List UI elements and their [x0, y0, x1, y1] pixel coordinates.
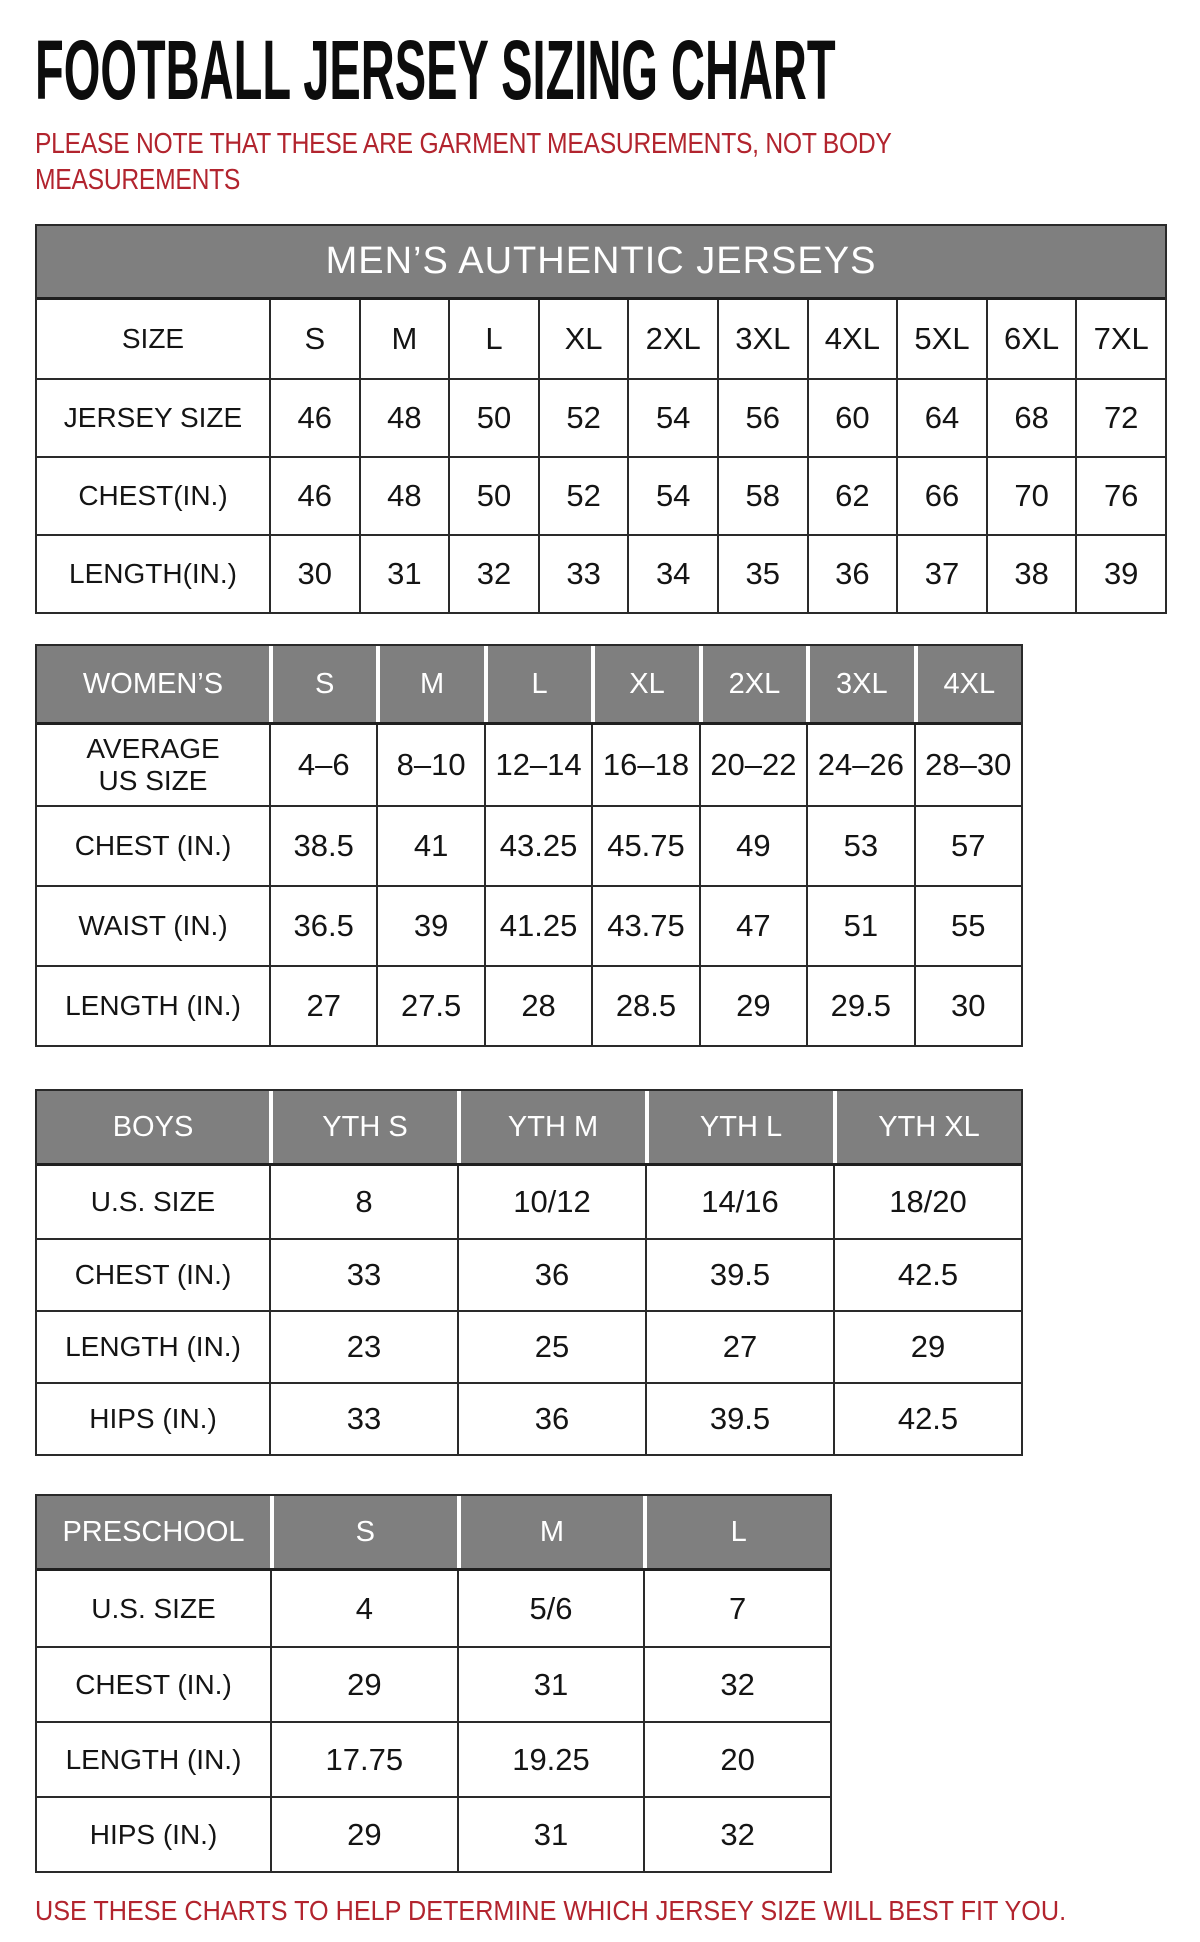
data-cell: 3XL — [717, 300, 807, 378]
fit-advice-note: USE THESE CHARTS TO HELP DETERMINE WHICH JERSEY SIZE WILL BEST FIT YOU. — [35, 1895, 1067, 1926]
data-cell: 10/12 — [457, 1166, 645, 1238]
data-cell: 20 — [643, 1723, 830, 1796]
header-label: BOYS — [37, 1091, 269, 1163]
row-label: SIZE — [121, 323, 185, 354]
row-label: HIPS (IN.) — [89, 1818, 218, 1850]
row-label: LENGTH (IN.) — [65, 990, 241, 1021]
data-cell: 30 — [914, 967, 1021, 1045]
data-cell: 52 — [538, 380, 628, 456]
data-cell: 33 — [269, 1240, 457, 1310]
measurement-note: PLEASE NOTE THAT THESE ARE GARMENT MEASUREMENTS, NOT BODY MEASUREMENTS — [35, 128, 892, 196]
data-cell: 35 — [717, 536, 807, 612]
table-row-size — [37, 300, 1165, 378]
data-cell: 60 — [807, 380, 897, 456]
row-label: WAIST (IN.) — [78, 910, 228, 941]
size-header-cell: 4XL — [914, 646, 1021, 722]
data-cell: 32 — [643, 1648, 830, 1721]
data-cell: 48 — [359, 458, 449, 534]
data-cell: 5XL — [896, 300, 986, 378]
data-cell: 8 — [269, 1166, 457, 1238]
data-cell: 57 — [914, 807, 1021, 885]
data-cell: 36 — [807, 536, 897, 612]
boys-table-header — [37, 1091, 1021, 1166]
size-header-cell: 2XL — [699, 646, 806, 722]
table-row-us-size — [37, 725, 1021, 805]
data-cell: 58 — [717, 458, 807, 534]
data-cell: 42.5 — [833, 1384, 1021, 1454]
size-header-cell: L — [643, 1496, 830, 1568]
data-cell: 54 — [627, 380, 717, 456]
size-header-cell: YTH M — [457, 1091, 645, 1163]
table-row-chest — [37, 1646, 830, 1721]
data-cell: 52 — [538, 458, 628, 534]
data-cell: 38.5 — [269, 807, 376, 885]
data-cell: 62 — [807, 458, 897, 534]
data-cell: 47 — [699, 887, 806, 965]
data-cell: 50 — [448, 458, 538, 534]
data-cell: 6XL — [986, 300, 1076, 378]
data-cell: 7XL — [1075, 300, 1165, 378]
mens-table-banner: MEN’S AUTHENTIC JERSEYS — [37, 226, 1165, 300]
mens-sizing-table — [35, 224, 1167, 614]
data-cell: 49 — [699, 807, 806, 885]
data-cell: 27 — [645, 1312, 833, 1382]
data-cell: 2XL — [627, 300, 717, 378]
data-cell: 55 — [914, 887, 1021, 965]
data-cell: 33 — [538, 536, 628, 612]
preschool-table-header — [37, 1496, 830, 1571]
data-cell: 37 — [896, 536, 986, 612]
table-row-length — [37, 1310, 1021, 1382]
size-header-cell: S — [270, 1496, 457, 1568]
data-cell: 31 — [457, 1648, 644, 1721]
row-label: LENGTH(IN.) — [69, 558, 237, 589]
data-cell: 51 — [806, 887, 913, 965]
data-cell: 36 — [457, 1240, 645, 1310]
data-cell: 56 — [717, 380, 807, 456]
data-cell: S — [269, 300, 359, 378]
table-row-chest — [37, 1238, 1021, 1310]
data-cell: 64 — [896, 380, 986, 456]
data-cell: 38 — [986, 536, 1076, 612]
row-label-text: AVERAGE US SIZE — [86, 733, 220, 796]
size-header-cell: L — [484, 646, 591, 722]
row-label: LENGTH (IN.) — [65, 1743, 242, 1775]
table-row-hips — [37, 1796, 830, 1871]
table-row-length — [37, 1721, 830, 1796]
data-cell: 19.25 — [457, 1723, 644, 1796]
data-cell: 41.25 — [484, 887, 591, 965]
data-cell: XL — [538, 300, 628, 378]
data-cell: 5/6 — [457, 1571, 644, 1646]
header-label: WOMEN’S — [37, 646, 269, 722]
row-label: CHEST (IN.) — [74, 830, 232, 861]
size-header-cell: XL — [591, 646, 698, 722]
table-row-us-size — [37, 1571, 830, 1646]
size-header-cell: YTH L — [645, 1091, 833, 1163]
data-cell: 39.5 — [645, 1384, 833, 1454]
womens-sizing-table — [35, 644, 1023, 1047]
data-cell: 32 — [448, 536, 538, 612]
size-header-cell: M — [376, 646, 483, 722]
data-cell: 29 — [270, 1648, 457, 1721]
data-cell: 4 — [270, 1571, 457, 1646]
data-cell: 70 — [986, 458, 1076, 534]
table-row-length — [37, 965, 1021, 1045]
data-cell: 16–18 — [591, 725, 698, 805]
table-row-length — [37, 534, 1165, 612]
data-cell: 36.5 — [269, 887, 376, 965]
data-cell: 43.25 — [484, 807, 591, 885]
data-cell: 28–30 — [914, 725, 1021, 805]
data-cell: 53 — [806, 807, 913, 885]
data-cell: L — [448, 300, 538, 378]
data-cell: 14/16 — [645, 1166, 833, 1238]
size-header-cell: YTH XL — [833, 1091, 1021, 1163]
size-header-cell: YTH S — [269, 1091, 457, 1163]
table-row-hips — [37, 1382, 1021, 1454]
size-header-cell: M — [457, 1496, 644, 1568]
data-cell: 66 — [896, 458, 986, 534]
table-row-chest — [37, 805, 1021, 885]
data-cell: 42.5 — [833, 1240, 1021, 1310]
data-cell: 54 — [627, 458, 717, 534]
table-row-jersey-size — [37, 378, 1165, 456]
data-cell: 12–14 — [484, 725, 591, 805]
data-cell: 29.5 — [806, 967, 913, 1045]
data-cell: 29 — [699, 967, 806, 1045]
data-cell: 30 — [269, 536, 359, 612]
table-row-chest — [37, 456, 1165, 534]
data-cell: 36 — [457, 1384, 645, 1454]
data-cell: 34 — [627, 536, 717, 612]
data-cell: 68 — [986, 380, 1076, 456]
row-label: JERSEY SIZE — [63, 402, 243, 433]
data-cell: 31 — [359, 536, 449, 612]
data-cell: 20–22 — [699, 725, 806, 805]
data-cell: M — [359, 300, 449, 378]
row-label — [37, 725, 269, 805]
data-cell: 8–10 — [376, 725, 483, 805]
data-cell: 41 — [376, 807, 483, 885]
row-label: U.S. SIZE — [91, 1592, 216, 1624]
data-cell: 24–26 — [806, 725, 913, 805]
row-label: CHEST(IN.) — [78, 480, 228, 511]
data-cell: 7 — [643, 1571, 830, 1646]
data-cell: 32 — [643, 1798, 830, 1871]
data-cell: 76 — [1075, 458, 1165, 534]
table-row-us-size — [37, 1166, 1021, 1238]
data-cell: 28 — [484, 967, 591, 1045]
boys-sizing-table — [35, 1089, 1023, 1456]
row-label: CHEST (IN.) — [75, 1668, 232, 1700]
preschool-sizing-table — [35, 1494, 832, 1873]
data-cell: 72 — [1075, 380, 1165, 456]
data-cell: 39.5 — [645, 1240, 833, 1310]
data-cell: 29 — [270, 1798, 457, 1871]
data-cell: 27.5 — [376, 967, 483, 1045]
data-cell: 39 — [376, 887, 483, 965]
data-cell: 46 — [269, 458, 359, 534]
data-cell: 18/20 — [833, 1166, 1021, 1238]
data-cell: 25 — [457, 1312, 645, 1382]
data-cell: 31 — [457, 1798, 644, 1871]
row-label: CHEST (IN.) — [74, 1259, 232, 1290]
data-cell: 39 — [1075, 536, 1165, 612]
row-label: U.S. SIZE — [90, 1186, 216, 1217]
data-cell: 45.75 — [591, 807, 698, 885]
data-cell: 27 — [269, 967, 376, 1045]
header-label: PRESCHOOL — [37, 1496, 270, 1568]
size-header-cell: 3XL — [806, 646, 913, 722]
data-cell: 29 — [833, 1312, 1021, 1382]
data-cell: 23 — [269, 1312, 457, 1382]
data-cell: 4–6 — [269, 725, 376, 805]
data-cell: 43.75 — [591, 887, 698, 965]
row-label: LENGTH (IN.) — [65, 1331, 241, 1362]
womens-table-header — [37, 646, 1021, 725]
row-label: HIPS (IN.) — [89, 1403, 217, 1434]
data-cell: 48 — [359, 380, 449, 456]
data-cell: 46 — [269, 380, 359, 456]
page-title: FOOTBALL JERSEY SIZING CHART — [35, 23, 836, 117]
size-header-cell: S — [269, 646, 376, 722]
data-cell: 28.5 — [591, 967, 698, 1045]
table-row-waist — [37, 885, 1021, 965]
data-cell: 50 — [448, 380, 538, 456]
data-cell: 33 — [269, 1384, 457, 1454]
data-cell: 17.75 — [270, 1723, 457, 1796]
data-cell: 4XL — [807, 300, 897, 378]
